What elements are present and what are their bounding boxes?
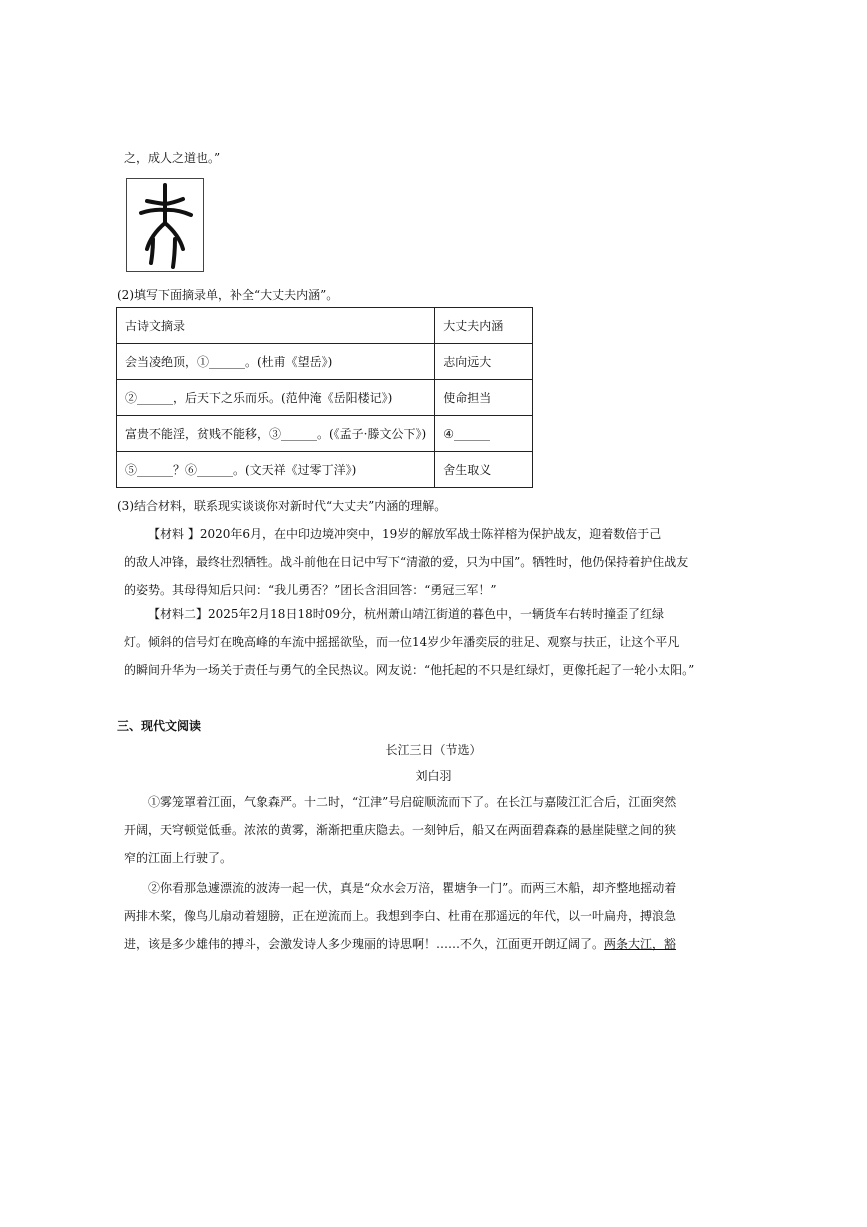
paragraph-line: ②你看那急遽漂流的波涛一起一伏，真是“众水会万涪，瞿塘争一门”。而两三木船，却齐整地摇动着 — [148, 881, 677, 895]
underlined-text: 两条大江，豁 — [604, 937, 677, 951]
excerpt-table — [116, 307, 533, 488]
paragraph-line — [124, 930, 676, 958]
material-2-line: 灯。倾斜的信号灯在晚高峰的车流中摇摇欲坠，而一位14岁少年潘奕辰的驻足、观察与扶正，让这个平凡 — [124, 635, 680, 649]
table-cell: 志向远大 — [435, 344, 533, 380]
material-2-line: 【材料二】2025年2月18日18时09分，杭州萧山靖江街道的暮色中，一辆货车右转时撞歪了红绿 — [148, 607, 664, 621]
seal-script-image — [126, 178, 204, 272]
table-cell: 会当凌绝顶，①______。(杜甫《望岳》) — [117, 344, 435, 380]
paragraph-line: 开阔，天穹顿觉低垂。浓浓的黄雾，渐渐把重庆隐去。一刻钟后，船又在两面碧森森的悬崖陡壁之间的狭 — [124, 823, 677, 837]
material-1-line: 的姿势。其母得知后只问：“我儿勇否？”团长含泪回答：“勇冠三军！” — [124, 583, 497, 597]
material-1-line: 【材料 】2020年6月，在中印边境冲突中，19岁的解放军战士陈祥榕为保护战友，迎着数倍于己 — [148, 527, 662, 541]
q2-prompt: (2)填写下面摘录单，补全“大丈夫内涵”。 — [117, 288, 339, 302]
table-row — [117, 452, 533, 488]
material-2 — [124, 600, 694, 684]
table-row — [117, 344, 533, 380]
seal-character-icon — [127, 179, 203, 271]
paragraph-text: 进，该是多少雄伟的搏斗，会激发诗人多少瑰丽的诗思啊！……不久，江面更开朗辽阔了。 — [124, 937, 605, 951]
material-1-line: 的敌人冲锋，最终壮烈牺牲。战斗前他在日记中写下“清澈的爱，只为中国”。牺牲时，他仍保持着护住战友 — [124, 555, 689, 569]
intro-tail-text: 之，成人之道也。” — [124, 151, 221, 165]
table-cell: ④______ — [435, 416, 533, 452]
table-header-cell: 大丈夫内涵 — [435, 308, 533, 344]
table-header-row — [117, 308, 533, 344]
article-paragraph-2 — [124, 874, 676, 958]
table-row — [117, 416, 533, 452]
q3-prompt: (3)结合材料，联系现实谈谈你对新时代“大丈夫”内涵的理解。 — [117, 499, 447, 513]
table-row — [117, 380, 533, 416]
material-1 — [124, 520, 688, 604]
table-cell: ②______，后天下之乐而乐。(范仲淹《岳阳楼记》) — [117, 380, 435, 416]
article-author: 刘白羽 — [415, 769, 452, 783]
article-paragraph-1 — [124, 788, 676, 872]
material-2-line: 的瞬间升华为一场关于责任与勇气的全民热议。网友说：“他托起的不只是红绿灯，更像托起了一轮小太阳。” — [124, 663, 695, 677]
section-heading: 三、现代文阅读 — [117, 719, 202, 733]
paragraph-line: 两排木桨，像鸟儿扇动着翅膀，正在逆流而上。我想到李白、杜甫在那遥远的年代，以一叶扁舟，搏浪急 — [124, 909, 677, 923]
paragraph-line: ①雾笼罩着江面，气象森严。十二时，“江津”号启碇顺流而下了。在长江与嘉陵江汇合后，江面突然 — [148, 795, 677, 809]
table-cell: 使命担当 — [435, 380, 533, 416]
article-title: 长江三日（节选） — [385, 743, 482, 757]
table-cell: ⑤______？⑥______。(文天祥《过零丁洋》) — [117, 452, 435, 488]
paragraph-line: 窄的江面上行驶了。 — [124, 851, 233, 865]
table-header-cell: 古诗文摘录 — [117, 308, 435, 344]
table-cell: 舍生取义 — [435, 452, 533, 488]
table-cell: 富贵不能淫，贫贱不能移，③______。(《孟子·滕文公下》) — [117, 416, 435, 452]
